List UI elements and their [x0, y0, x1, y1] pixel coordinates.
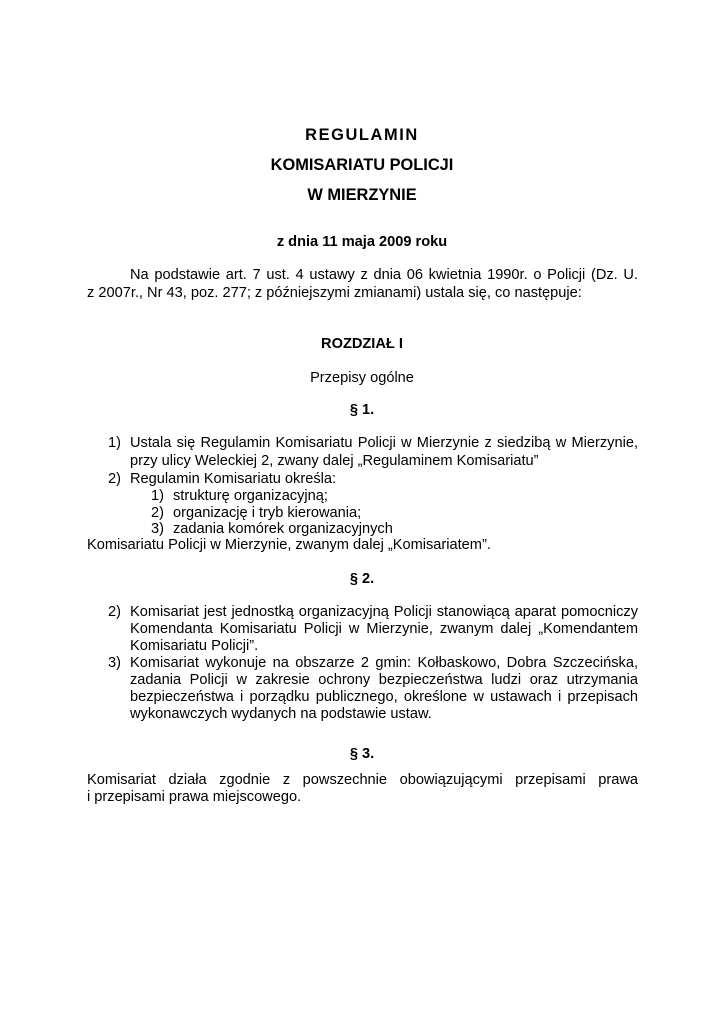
title-w-mierzynie: W MIERZYNIE [307, 186, 417, 204]
s1-closing-line: Komisariatu Policji w Mierzynie, zwanym dalej „Komisariatem”. [87, 537, 491, 553]
s2-item-3-number: 3) [108, 655, 121, 671]
section-3-heading: § 3. [349, 746, 375, 762]
s1-subitem-2-text: organizację i tryb kierowania; [173, 505, 362, 521]
title-regulamin: REGULAMIN [305, 126, 419, 144]
s3-line-1: Komisariat działa zgodnie z powszechnie obowiązującymi przepisami prawa [87, 772, 638, 788]
s2-item-3-line-4: wykonawczych wydanych na podstawie ustaw. [130, 706, 432, 722]
s1-item-1-number: 1) [108, 435, 121, 451]
section-1-heading: § 1. [349, 402, 375, 418]
chapter-subtitle: Przepisy ogólne [310, 370, 414, 386]
s1-subitem-1-text: strukturę organizacyjną; [173, 488, 328, 504]
s1-item-1-line-2: przy ulicy Weleckiej 2, zwany dalej „Regulaminem Komisariatu” [130, 453, 539, 469]
s3-line-2: i przepisami prawa miejscowego. [87, 789, 302, 805]
s2-item-2-line-2: Komendanta Komisariatu Policji w Mierzynie, zwanym dalej „Komendantem [130, 621, 638, 637]
title-komisariatu-policji: KOMISARIATU POLICJI [270, 156, 454, 174]
s1-subitem-3-text: zadania komórek organizacyjnych [173, 521, 393, 537]
s1-subitem-2-number: 2) [151, 505, 164, 521]
s2-item-2-line-1: Komisariat jest jednostką organizacyjną Policji stanowiącą aparat pomocniczy [130, 604, 638, 620]
s2-item-2-line-3: Komisariatu Policji”. [130, 638, 259, 654]
s1-subitem-1-number: 1) [151, 488, 164, 504]
s2-item-3-line-2: zadania Policji w zakresie ochrony bezpieczeństwa ludzi oraz utrzymania [130, 672, 638, 688]
document-date: z dnia 11 maja 2009 roku [276, 234, 448, 250]
s1-item-1-line-1: Ustala się Regulamin Komisariatu Policji w Mierzynie z siedzibą w Mierzynie, [130, 435, 638, 451]
section-2-heading: § 2. [349, 571, 375, 587]
s2-item-3-line-3: bezpieczeństwa i porządku publicznego, określone w ustawach i przepisach [130, 689, 638, 705]
intro-line-1: Na podstawie art. 7 ust. 4 ustawy z dnia 06 kwietnia 1990r. o Policji (Dz. U. [130, 267, 638, 283]
chapter-heading: ROZDZIAŁ I [321, 336, 403, 352]
s2-item-3-line-1: Komisariat wykonuje na obszarze 2 gmin: Kołbaskowo, Dobra Szczecińska, [130, 655, 638, 671]
s1-item-2-line-1: Regulamin Komisariatu określa: [130, 471, 337, 487]
intro-line-2: z 2007r., Nr 43, poz. 277; z późniejszymi zmianami) ustala się, co następuje: [87, 285, 582, 301]
s2-item-2-number: 2) [108, 604, 121, 620]
s1-item-2-number: 2) [108, 471, 121, 487]
s1-subitem-3-number: 3) [151, 521, 164, 537]
